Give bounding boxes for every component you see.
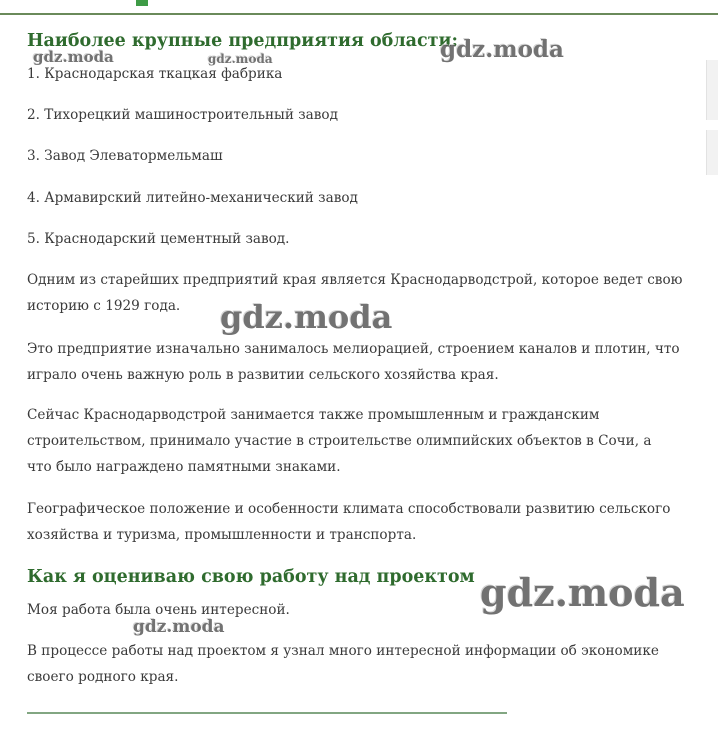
enterprise-item: 1. Краснодарская ткацкая фабрика (27, 66, 283, 82)
paragraph-melioration: Это предприятие изначально занималось мелиорацией, строением каналов и плотин, что играло очень важную роль в развитии сельского хозяйства края. (27, 341, 680, 383)
next-heading-cutoff (27, 712, 507, 720)
enterprise-item: 3. Завод Элеватормельмаш (27, 148, 223, 164)
watermark-logo: gdz.moda (480, 570, 685, 615)
paragraph-geography: Географическое положение и особенности климата способствовали развитию сельского хозяйства и туризма, промышленности и транспорта. (27, 501, 671, 543)
paragraph-construction: Сейчас Краснодарводстрой занимается также промышленным и гражданским строительством, принимало участие в строительстве олимпийских объектов в Сочи, а что было награждено памятными знаками. (27, 407, 652, 475)
enterprise-item: 2. Тихорецкий машиностроительный завод (27, 107, 338, 123)
paragraph-history: Одним из старейших предприятий края является Краснодарводстрой, которое ведет свою историю с 1929 года. (27, 272, 683, 314)
top-toolbar-strip (0, 0, 718, 15)
assessment-text: В процессе работы над проектом я узнал много интересной информации об экономике своего родного края. (27, 643, 659, 685)
assessment-text: Моя работа была очень интересной. (27, 602, 290, 618)
watermark-logo: gdz.moda (220, 298, 393, 336)
green-tab-icon (136, 0, 148, 6)
enterprise-item: 5. Краснодарский цементный завод. (27, 231, 290, 247)
watermark-logo: gdz.moda (133, 617, 225, 637)
enterprise-item: 4. Армавирский литейно-механический завод (27, 190, 358, 206)
watermark-logo: gdz.moda (208, 52, 273, 66)
scroll-edge-upper (706, 60, 718, 120)
heading-largest-enterprises: Наиболее крупные предприятия области: (27, 31, 458, 51)
heading-self-assessment: Как я оцениваю свою работу над проектом (27, 567, 475, 587)
watermark-logo: gdz.moda (33, 48, 114, 66)
watermark-logo: gdz.moda (440, 36, 564, 63)
scroll-edge-lower (706, 130, 718, 175)
